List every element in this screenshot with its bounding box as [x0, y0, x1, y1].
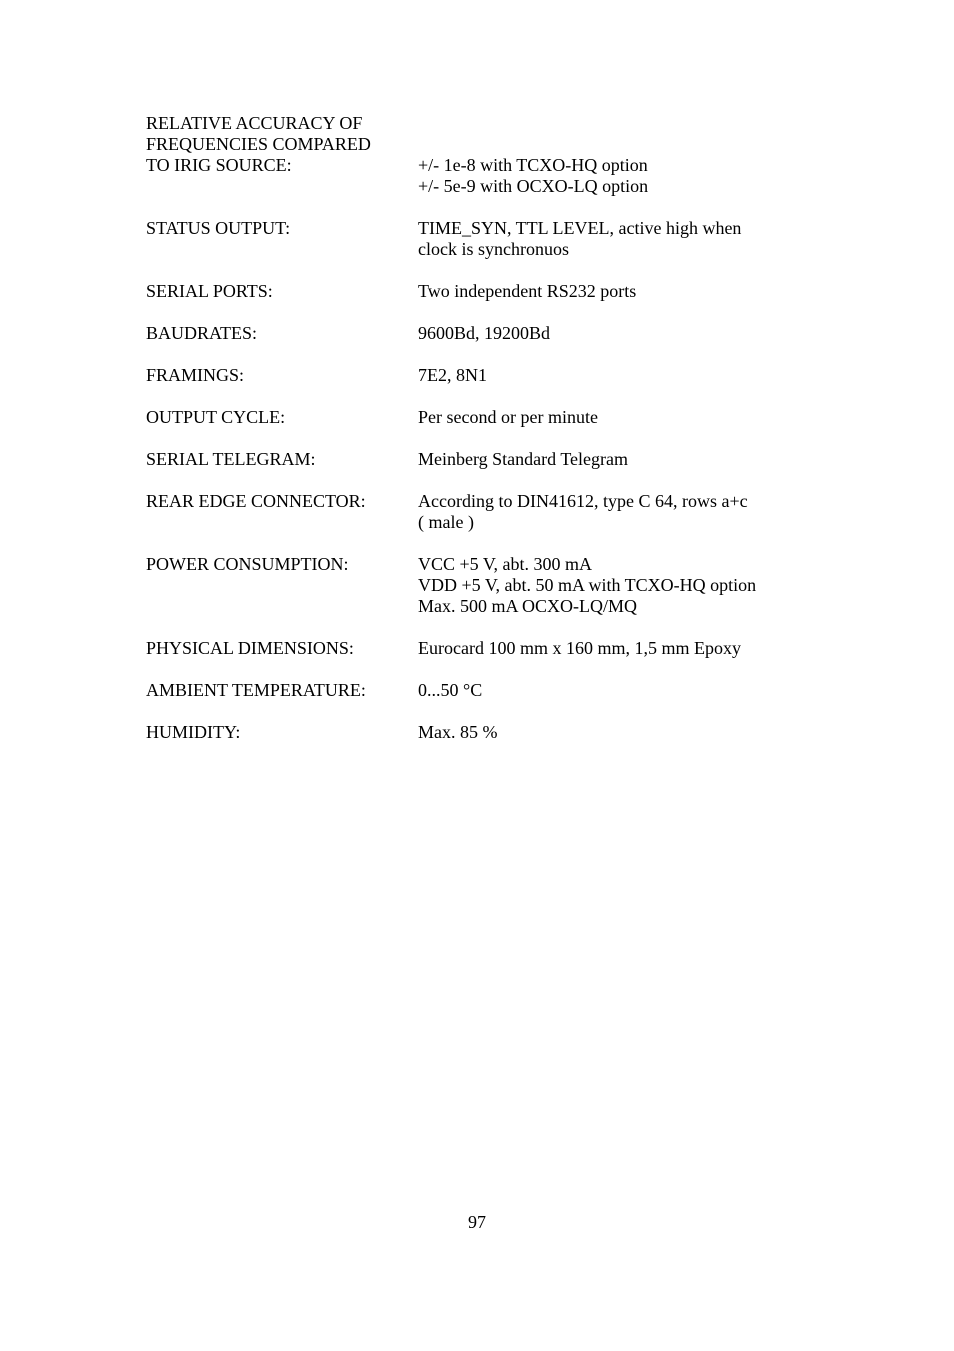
- spec-label: [146, 323, 418, 344]
- spec-label: [146, 554, 418, 575]
- spec-row-serial-ports: [146, 281, 846, 302]
- spec-row-power-consumption: [146, 554, 846, 617]
- spec-label-line: TO IRIG SOURCE:: [146, 155, 292, 175]
- spec-value-line: According to DIN41612, type C 64, rows a+c: [418, 491, 748, 511]
- spec-value: [418, 113, 846, 197]
- spec-value-line: +/- 5e-9 with OCXO-LQ option: [418, 176, 649, 196]
- spec-value-line: clock is synchronuos: [418, 239, 569, 259]
- spec-value: [418, 491, 846, 533]
- spec-label-line: FREQUENCIES COMPARED: [146, 134, 371, 154]
- spec-value: [418, 449, 846, 470]
- spec-value-line: Per second or per minute: [418, 407, 598, 427]
- spec-row-humidity: [146, 722, 846, 743]
- spec-label: [146, 491, 418, 512]
- spec-label-line: SERIAL TELEGRAM:: [146, 449, 316, 469]
- spec-value: [418, 554, 846, 617]
- spec-value-line: ( male ): [418, 512, 474, 532]
- spec-label-line: REAR EDGE CONNECTOR:: [146, 491, 366, 511]
- spec-value-line: VCC +5 V, abt. 300 mA: [418, 554, 593, 574]
- spec-label-line: STATUS OUTPUT:: [146, 218, 291, 238]
- spec-value-line: Two independent RS232 ports: [418, 281, 637, 301]
- spec-label: [146, 113, 418, 176]
- spec-value-line: 0...50 °C: [418, 680, 483, 700]
- spec-label: [146, 218, 418, 239]
- spec-value: [418, 638, 846, 659]
- spec-row-serial-telegram: [146, 449, 846, 470]
- spec-value: [418, 365, 846, 386]
- spec-label-line: AMBIENT TEMPERATURE:: [146, 680, 366, 700]
- spec-value-line: +/- 1e-8 with TCXO-HQ option: [418, 155, 648, 175]
- spec-label: [146, 281, 418, 302]
- spec-value-line: TIME_SYN, TTL LEVEL, active high when: [418, 218, 742, 238]
- spec-value: [418, 680, 846, 701]
- spec-label: [146, 449, 418, 470]
- spec-row-framings: [146, 365, 846, 386]
- spec-label-line: FRAMINGS:: [146, 365, 245, 385]
- spec-value: [418, 407, 846, 428]
- spec-label-line: POWER CONSUMPTION:: [146, 554, 349, 574]
- spec-row-output-cycle: [146, 407, 846, 428]
- spec-label-line: HUMIDITY:: [146, 722, 241, 742]
- spec-value-line: Max. 85 %: [418, 722, 498, 742]
- spec-row-physical-dimensions: [146, 638, 846, 659]
- spec-row-baudrates: [146, 323, 846, 344]
- spec-label: [146, 407, 418, 428]
- spec-label: [146, 365, 418, 386]
- spec-value: [418, 323, 846, 344]
- spec-label: [146, 680, 418, 701]
- spec-value-line: VDD +5 V, abt. 50 mA with TCXO-HQ option: [418, 575, 757, 595]
- spec-label: [146, 638, 418, 659]
- spec-value-line: Max. 500 mA OCXO-LQ/MQ: [418, 596, 637, 616]
- spec-label: [146, 722, 418, 743]
- specification-list: [146, 113, 846, 764]
- spec-value: [418, 722, 846, 743]
- spec-value-line: 9600Bd, 19200Bd: [418, 323, 551, 343]
- spec-label-line: BAUDRATES:: [146, 323, 258, 343]
- spec-value-line: Eurocard 100 mm x 160 mm, 1,5 mm Epoxy: [418, 638, 741, 658]
- spec-label-line: SERIAL PORTS:: [146, 281, 273, 301]
- spec-value: [418, 218, 846, 260]
- spec-value: [418, 281, 846, 302]
- spec-row-ambient-temperature: [146, 680, 846, 701]
- spec-label-line: RELATIVE ACCURACY OF: [146, 113, 363, 133]
- spec-value-line: Meinberg Standard Telegram: [418, 449, 629, 469]
- spec-row-relative-accuracy: [146, 113, 846, 197]
- spec-label-line: PHYSICAL DIMENSIONS:: [146, 638, 354, 658]
- page-number: 97: [468, 1212, 486, 1232]
- spec-value-line: 7E2, 8N1: [418, 365, 487, 385]
- spec-row-status-output: [146, 218, 846, 260]
- spec-row-rear-edge-connector: [146, 491, 846, 533]
- spec-label-line: OUTPUT CYCLE:: [146, 407, 286, 427]
